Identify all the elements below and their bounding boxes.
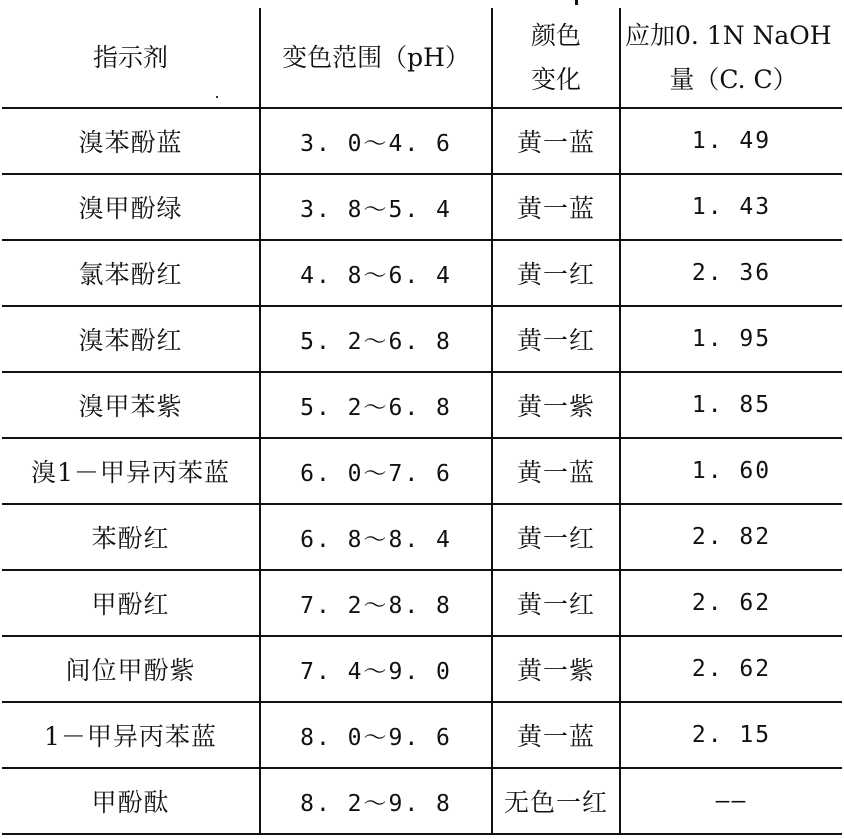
cell-color-change: 黄一蓝 bbox=[492, 108, 620, 174]
cell-naoh-amount: 1. 43 bbox=[620, 174, 842, 240]
header-color-line1: 颜色 bbox=[530, 20, 581, 50]
cell-range: 5. 2～6. 8 bbox=[260, 372, 492, 438]
table-body bbox=[2, 108, 842, 834]
cell-color-change: 黄一红 bbox=[492, 504, 620, 570]
header-range-label: 变色范围（pH） bbox=[282, 42, 470, 72]
cell-color-change: 黄一紫 bbox=[492, 372, 620, 438]
cell-naoh-amount: 1. 95 bbox=[620, 306, 842, 372]
header-indicator bbox=[2, 8, 260, 108]
cell-indicator: 氯苯酚红 bbox=[2, 240, 260, 306]
cell-range: 7. 2～8. 8 bbox=[260, 570, 492, 636]
header-color-line2: 变化 bbox=[530, 64, 581, 94]
cell-naoh-amount: 1. 85 bbox=[620, 372, 842, 438]
cell-range: 5. 2～6. 8 bbox=[260, 306, 492, 372]
table-row bbox=[2, 306, 842, 372]
scan-mark bbox=[575, 0, 578, 5]
header-row bbox=[2, 8, 842, 108]
table-row bbox=[2, 174, 842, 240]
cell-range: 6. 8～8. 4 bbox=[260, 504, 492, 570]
header-naoh-line2: 量（C. C） bbox=[669, 64, 798, 94]
table-row bbox=[2, 768, 842, 834]
header-range bbox=[260, 8, 492, 108]
cell-range: 3. 8～5. 4 bbox=[260, 174, 492, 240]
table-row bbox=[2, 504, 842, 570]
cell-naoh-amount: 2. 62 bbox=[620, 570, 842, 636]
cell-range: 3. 0～4. 6 bbox=[260, 108, 492, 174]
cell-color-change: 黄一红 bbox=[492, 240, 620, 306]
cell-naoh-amount: 1. 60 bbox=[620, 438, 842, 504]
cell-range: 8. 0～9. 6 bbox=[260, 702, 492, 768]
cell-color-change: 黄一蓝 bbox=[492, 702, 620, 768]
cell-naoh-amount: 2. 36 bbox=[620, 240, 842, 306]
cell-indicator: 甲酚红 bbox=[2, 570, 260, 636]
header-indicator-label: 指示剂 bbox=[92, 42, 168, 72]
table-row bbox=[2, 438, 842, 504]
table-row bbox=[2, 372, 842, 438]
table-row bbox=[2, 108, 842, 174]
cell-color-change: 黄一蓝 bbox=[492, 174, 620, 240]
cell-indicator: 甲酚酞 bbox=[2, 768, 260, 834]
cell-indicator: 溴甲苯紫 bbox=[2, 372, 260, 438]
table-row bbox=[2, 636, 842, 702]
cell-naoh-amount: 2. 82 bbox=[620, 504, 842, 570]
cell-color-change: 黄一红 bbox=[492, 570, 620, 636]
cell-color-change: 无色一红 bbox=[492, 768, 620, 834]
cell-indicator: 溴1－甲异丙苯蓝 bbox=[2, 438, 260, 504]
cell-indicator: 溴苯酚红 bbox=[2, 306, 260, 372]
cell-indicator: 溴甲酚绿 bbox=[2, 174, 260, 240]
indicator-table bbox=[2, 8, 842, 835]
cell-indicator: 溴苯酚蓝 bbox=[2, 108, 260, 174]
header-naoh-amount bbox=[620, 8, 842, 108]
cell-naoh-amount: 1. 49 bbox=[620, 108, 842, 174]
cell-range: 4. 8～6. 4 bbox=[260, 240, 492, 306]
cell-range: 6. 0～7. 6 bbox=[260, 438, 492, 504]
table-row bbox=[2, 570, 842, 636]
cell-range: 7. 4～9. 0 bbox=[260, 636, 492, 702]
cell-indicator: 1－甲异丙苯蓝 bbox=[2, 702, 260, 768]
cell-color-change: 黄一红 bbox=[492, 306, 620, 372]
header-naoh-line1: 应加0. 1N NaOH bbox=[625, 20, 832, 50]
table-row bbox=[2, 702, 842, 768]
cell-naoh-amount: 2. 62 bbox=[620, 636, 842, 702]
cell-indicator: 苯酚红 bbox=[2, 504, 260, 570]
table-header bbox=[2, 8, 842, 108]
cell-indicator: 间位甲酚紫 bbox=[2, 636, 260, 702]
cell-naoh-amount: —— bbox=[620, 768, 842, 834]
cell-range: 8. 2～9. 8 bbox=[260, 768, 492, 834]
cell-naoh-amount: 2. 15 bbox=[620, 702, 842, 768]
table-row bbox=[2, 240, 842, 306]
cell-color-change: 黄一蓝 bbox=[492, 438, 620, 504]
header-color-change bbox=[492, 8, 620, 108]
cell-color-change: 黄一紫 bbox=[492, 636, 620, 702]
